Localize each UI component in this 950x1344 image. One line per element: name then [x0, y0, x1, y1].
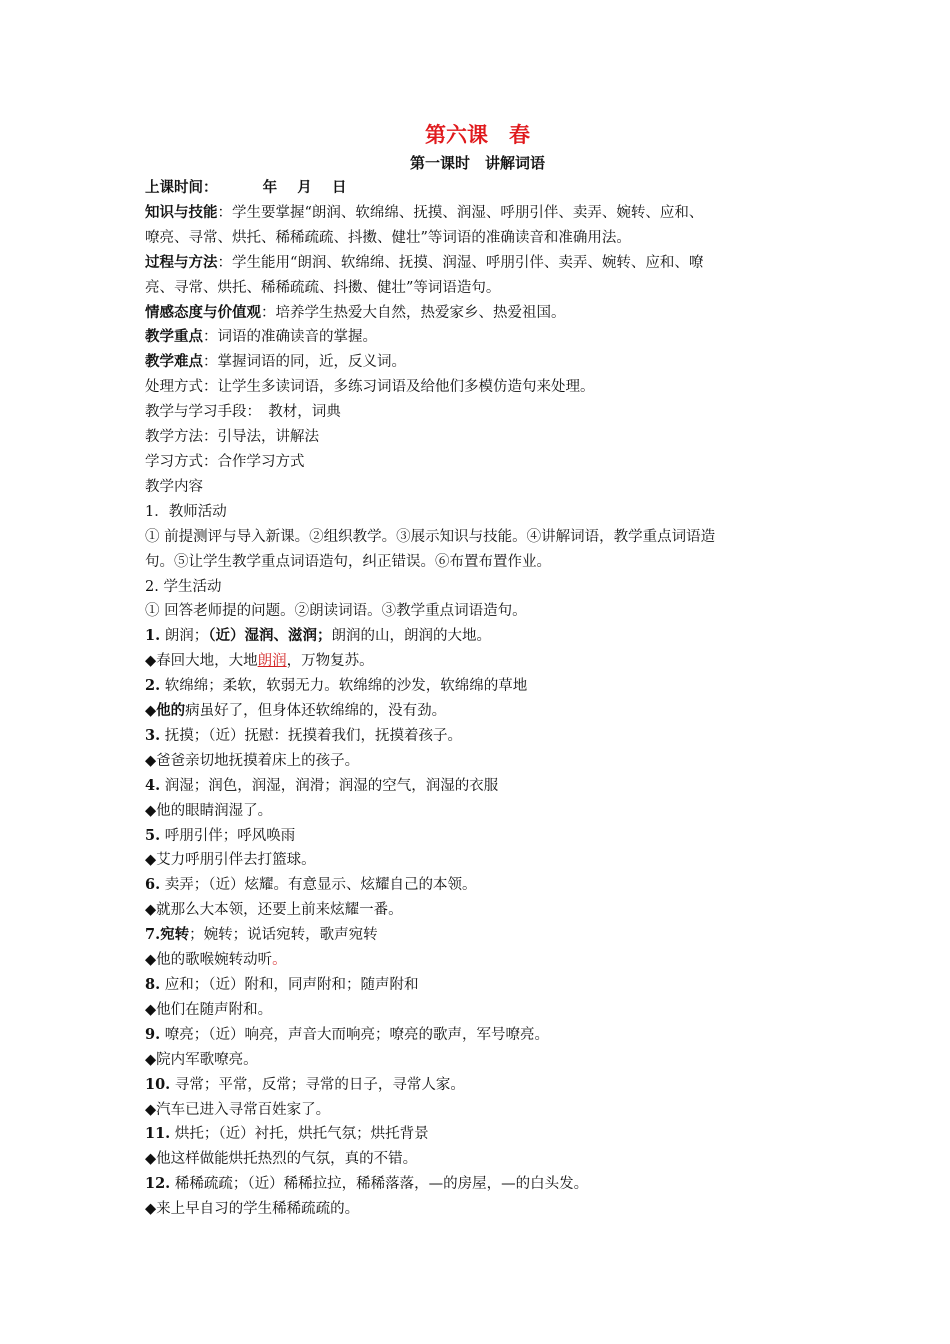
vocab-example-11: ◆他这样做能烘托热烈的气氛，真的不错。 [145, 1151, 418, 1168]
vocab-item-5: 5. 呼朋引伴；呼风唤雨 [145, 826, 296, 844]
vocab-example-3: ◆爸爸亲切地抚摸着床上的孩子。 [145, 752, 360, 769]
vocab-item-12: 12. 稀稀疏疏；（近）稀稀拉拉，稀稀落落，—的房屋，—的白头发。 [145, 1175, 589, 1193]
teaching-focus: 教学重点：词语的准确读音的掌握。 [145, 328, 377, 346]
vocab-example-10: ◆汽车已进入寻常百姓家了。 [145, 1101, 331, 1118]
vocab-item-6: 6. 卖弄；（近）炫耀。有意显示、炫耀自己的本领。 [145, 876, 477, 894]
objective-emotion: 情感态度与价值观：培养学生热爱大自然，热爱家乡、热爱祖国。 [145, 303, 566, 321]
teacher-activity-heading: 1．教师活动 [145, 503, 227, 520]
vocab-item-8: 8. 应和；（近）附和，同声附和；随声附和 [145, 976, 419, 993]
vocab-item-7: 7.宛转；婉转；说话宛转，歌声宛转 [145, 926, 378, 944]
vocab-item-3: 3. 抚摸；（近）抚慰：抚摸着我们，抚摸着孩子。 [145, 726, 462, 744]
objective-knowledge-cont: 嘹亮、寻常、烘托、稀稀疏疏、抖擞、健壮”等词语的准确读音和准确用法。 [145, 229, 631, 246]
student-activity-heading: 2. 学生活动 [145, 578, 222, 595]
vocab-example-8: ◆他们在随声附和。 [145, 1001, 273, 1018]
teacher-activity-line-2: 句。⑤让学生教学重点词语造句，纠正错误。⑥布置布置作业。 [145, 553, 551, 570]
teacher-activity-line-1: ① 前提测评与导入新课。②组织教学。③展示知识与技能。④讲解词语，教学重点词语造 [145, 528, 716, 545]
teaching-method: 教学方法：引导法，讲解法 [145, 429, 319, 446]
student-activity-line: ① 回答老师提的问题。②朗读词语。③教学重点词语造句。 [145, 603, 527, 620]
vocab-item-2: 2. 软绵绵；柔软，软弱无力。软绵绵的沙发，软绵绵的草地 [145, 677, 528, 695]
vocab-example-9: ◆院内军歌嘹亮。 [145, 1051, 258, 1068]
teaching-difficulty: 教学难点：掌握词语的同，近，反义词。 [145, 353, 406, 371]
objective-process-cont: 亮、寻常、烘托、稀稀疏疏、抖擞、健壮”等词语造句。 [145, 279, 501, 296]
vocab-example-4: ◆他的眼睛润湿了。 [145, 802, 273, 819]
learning-method: 学习方式：合作学习方式 [145, 453, 305, 470]
vocab-example-1: ◆春回大地，大地朗润，万物复苏。 [145, 653, 374, 670]
vocab-example-7: ◆他的歌喉婉转动听。 [145, 952, 287, 969]
objective-process: 过程与方法：学生能用“朗润、软绵绵、抚摸、润湿、呼朋引伴、卖弄、婉转、应和、嘹 [145, 253, 704, 271]
objective-knowledge: 知识与技能：学生要掌握“朗润、软绵绵、抚摸、润湿、呼朋引伴、卖弄、婉转、应和、 [145, 203, 704, 221]
document-page [145, 120, 810, 1222]
class-time: 上课时间： 年 月 日 [145, 179, 347, 196]
vocab-example-5: ◆艾力呼朋引伴去打篮球。 [145, 852, 316, 869]
vocab-item-9: 9. 嘹亮；（近）响亮，声音大而响亮；嘹亮的歌声，军号嘹亮。 [145, 1025, 549, 1043]
vocab-example-12: ◆来上早自习的学生稀稀疏疏的。 [145, 1201, 360, 1218]
vocab-item-10: 10. 寻常；平常，反常；寻常的日子，寻常人家。 [145, 1075, 465, 1093]
teaching-means: 教学与学习手段： 教材，词典 [145, 404, 341, 421]
processing-method: 处理方式：让学生多读词语，多练习词语及给他们多模仿造句来处理。 [145, 379, 595, 396]
vocab-item-1: 1. 朗润；（近）湿润、滋润；朗润的山，朗润的大地。 [145, 627, 491, 645]
page-subtitle: 第一课时 讲解词语 [409, 154, 545, 172]
teaching-content-heading: 教学内容 [145, 478, 203, 495]
vocab-example-6: ◆就那么大本领，还要上前来炫耀一番。 [145, 902, 403, 919]
vocab-example-2: ◆他的病虽好了，但身体还软绵绵的，没有劲。 [145, 702, 447, 720]
vocab-item-4: 4. 润湿；润色，润湿，润滑；润湿的空气，润湿的衣服 [145, 776, 499, 794]
vocab-item-11: 11. 烘托；（近）衬托，烘托气氛；烘托背景 [145, 1125, 429, 1143]
page-title: 第六课 春 [425, 122, 530, 147]
